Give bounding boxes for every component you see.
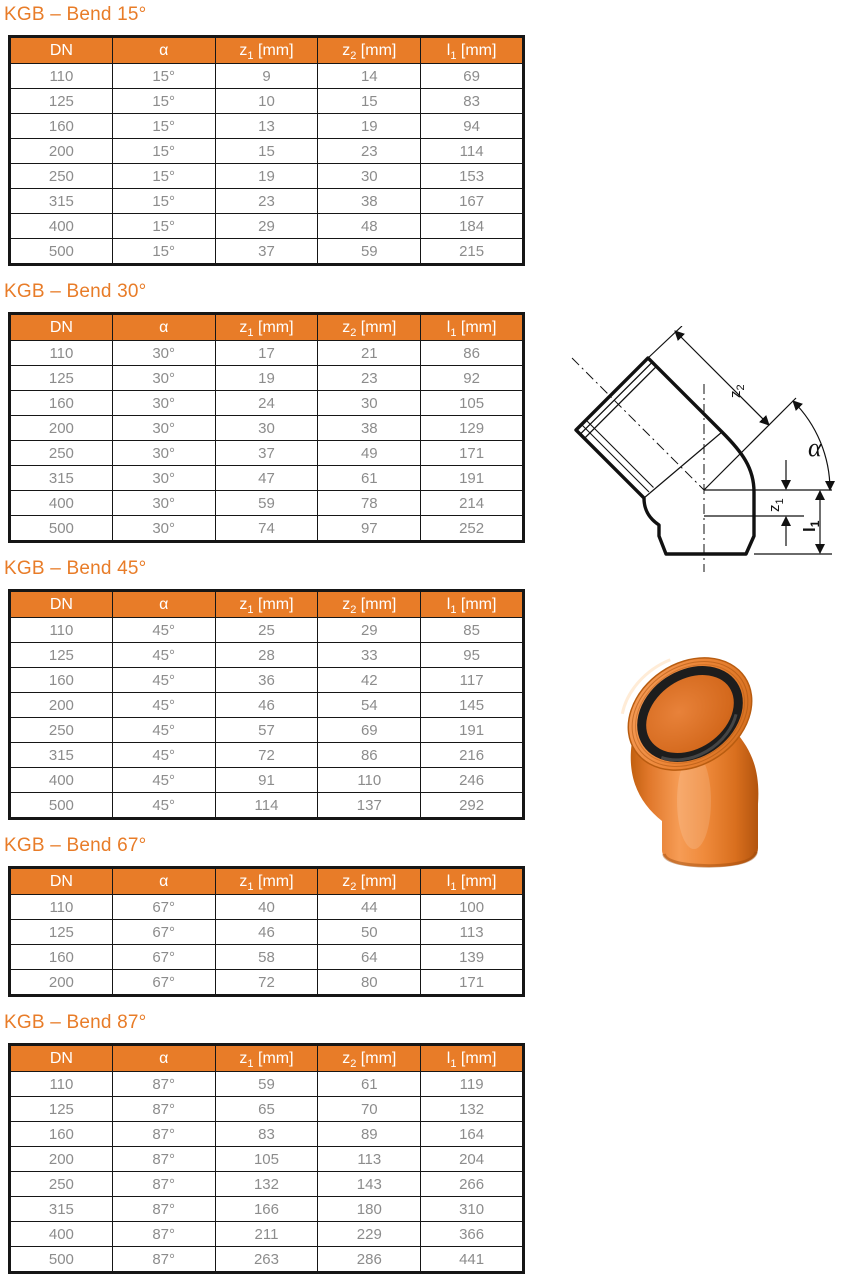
table-cell: 200 [10, 139, 113, 164]
table-row [10, 718, 524, 743]
table-cell: 117 [421, 668, 524, 693]
table-cell: 250 [10, 164, 113, 189]
spec-table [8, 35, 525, 266]
table-cell: 30° [112, 341, 215, 366]
table-row [10, 516, 524, 542]
table-cell: 129 [421, 416, 524, 441]
table-cell: 97 [318, 516, 421, 542]
table-cell: 30 [318, 164, 421, 189]
table-row [10, 189, 524, 214]
table-cell: 30° [112, 491, 215, 516]
table-cell: 87° [112, 1197, 215, 1222]
table-cell: 48 [318, 214, 421, 239]
table-row [10, 341, 524, 366]
table-row [10, 1247, 524, 1273]
table-cell: 139 [421, 945, 524, 970]
table-cell: 23 [318, 139, 421, 164]
col-header-z1: $z_1$ [mm] [215, 37, 318, 64]
table-cell: 315 [10, 466, 113, 491]
table-cell: 160 [10, 668, 113, 693]
table-cell: 113 [318, 1147, 421, 1172]
table-cell: 58 [215, 945, 318, 970]
table-cell: 191 [421, 718, 524, 743]
section-title: KGB – Bend 45° [4, 558, 147, 579]
section-title: KGB – Bend 15° [4, 4, 147, 25]
col-header-dn: DN [10, 591, 113, 618]
table-cell: 143 [318, 1172, 421, 1197]
table-cell: 95 [421, 643, 524, 668]
col-header-z2: $z_2$ [mm] [318, 1045, 421, 1072]
table-cell: 78 [318, 491, 421, 516]
table-cell: 29 [318, 618, 421, 643]
table-cell: 30° [112, 416, 215, 441]
table-cell: 114 [421, 139, 524, 164]
table-cell: 114 [215, 793, 318, 819]
col-header-z2: $z_2$ [mm] [318, 868, 421, 895]
table-cell: 54 [318, 693, 421, 718]
col-header-z2: $z_2$ [mm] [318, 314, 421, 341]
table-cell: 30° [112, 516, 215, 542]
section-title: KGB – Bend 30° [4, 281, 147, 302]
table-cell: 200 [10, 1147, 113, 1172]
l1-label: $l_1$ [800, 520, 822, 532]
col-header-dn: DN [10, 314, 113, 341]
col-header-dn: DN [10, 1045, 113, 1072]
table-cell: 246 [421, 768, 524, 793]
bend-fitting-photo [608, 636, 808, 884]
table-cell: 160 [10, 114, 113, 139]
table-cell: 315 [10, 1197, 113, 1222]
table-row [10, 793, 524, 819]
table-row [10, 1172, 524, 1197]
alpha-label: α [808, 433, 822, 462]
table-cell: 45° [112, 768, 215, 793]
table-row [10, 1122, 524, 1147]
table-cell: 215 [421, 239, 524, 265]
table-cell: 110 [318, 768, 421, 793]
table-cell: 42 [318, 668, 421, 693]
table-row [10, 970, 524, 996]
table-cell: 110 [10, 895, 113, 920]
table-cell: 61 [318, 466, 421, 491]
spec-table [8, 589, 525, 820]
table-cell: 400 [10, 491, 113, 516]
table-cell: 15 [318, 89, 421, 114]
table-cell: 46 [215, 693, 318, 718]
table-row [10, 643, 524, 668]
bend-dimension-drawing [570, 326, 838, 576]
table-cell: 500 [10, 1247, 113, 1273]
col-header-l1: $l_1$ [mm] [421, 868, 524, 895]
table-cell: 69 [318, 718, 421, 743]
table-cell: 400 [10, 1222, 113, 1247]
header-row [10, 868, 524, 895]
spec-table [8, 312, 525, 543]
table-cell: 28 [215, 643, 318, 668]
table-cell: 57 [215, 718, 318, 743]
table-cell: 153 [421, 164, 524, 189]
table-cell: 94 [421, 114, 524, 139]
table-cell: 30° [112, 466, 215, 491]
table-cell: 211 [215, 1222, 318, 1247]
table-cell: 125 [10, 366, 113, 391]
header-row [10, 591, 524, 618]
table-cell: 69 [421, 64, 524, 89]
table-cell: 15° [112, 214, 215, 239]
table-cell: 125 [10, 643, 113, 668]
bend-section-87 [0, 1012, 856, 1274]
table-cell: 15° [112, 239, 215, 265]
table-cell: 400 [10, 768, 113, 793]
table-cell: 72 [215, 743, 318, 768]
table-row [10, 239, 524, 265]
table-row [10, 668, 524, 693]
table-cell: 30° [112, 441, 215, 466]
table-cell: 366 [421, 1222, 524, 1247]
table-cell: 29 [215, 214, 318, 239]
table-cell: 10 [215, 89, 318, 114]
table-row [10, 114, 524, 139]
table-cell: 45° [112, 743, 215, 768]
table-cell: 45° [112, 793, 215, 819]
table-cell: 100 [421, 895, 524, 920]
table-cell: 67° [112, 920, 215, 945]
table-cell: 110 [10, 64, 113, 89]
table-cell: 171 [421, 441, 524, 466]
table-cell: 25 [215, 618, 318, 643]
table-cell: 200 [10, 970, 113, 996]
table-cell: 214 [421, 491, 524, 516]
table-cell: 30 [318, 391, 421, 416]
col-header-alpha: α [112, 37, 215, 64]
table-cell: 204 [421, 1147, 524, 1172]
table-row [10, 416, 524, 441]
table-cell: 105 [215, 1147, 318, 1172]
table-cell: 15° [112, 189, 215, 214]
table-cell: 125 [10, 920, 113, 945]
table-cell: 30° [112, 366, 215, 391]
spec-table [8, 866, 525, 997]
col-header-z1: $z_1$ [mm] [215, 1045, 318, 1072]
table-cell: 87° [112, 1147, 215, 1172]
table-cell: 92 [421, 366, 524, 391]
col-header-l1: $l_1$ [mm] [421, 314, 524, 341]
table-cell: 45° [112, 643, 215, 668]
table-row [10, 491, 524, 516]
header-row [10, 314, 524, 341]
table-cell: 229 [318, 1222, 421, 1247]
table-cell: 252 [421, 516, 524, 542]
table-cell: 125 [10, 1097, 113, 1122]
table-cell: 80 [318, 970, 421, 996]
table-row [10, 693, 524, 718]
spec-table [8, 1043, 525, 1274]
table-cell: 74 [215, 516, 318, 542]
table-cell: 64 [318, 945, 421, 970]
table-cell: 59 [215, 491, 318, 516]
table-cell: 40 [215, 895, 318, 920]
table-cell: 19 [215, 164, 318, 189]
table-cell: 184 [421, 214, 524, 239]
header-row [10, 1045, 524, 1072]
col-header-l1: $l_1$ [mm] [421, 1045, 524, 1072]
table-cell: 105 [421, 391, 524, 416]
table-cell: 65 [215, 1097, 318, 1122]
table-cell: 38 [318, 189, 421, 214]
table-cell: 67° [112, 970, 215, 996]
table-cell: 87° [112, 1122, 215, 1147]
table-cell: 45° [112, 618, 215, 643]
table-cell: 23 [215, 189, 318, 214]
table-row [10, 1197, 524, 1222]
table-cell: 14 [318, 64, 421, 89]
table-cell: 15° [112, 139, 215, 164]
col-header-l1: $l_1$ [mm] [421, 37, 524, 64]
table-row [10, 1222, 524, 1247]
table-cell: 132 [421, 1097, 524, 1122]
col-header-alpha: α [112, 1045, 215, 1072]
col-header-z2: $z_2$ [mm] [318, 591, 421, 618]
table-cell: 45° [112, 693, 215, 718]
col-header-alpha: α [112, 868, 215, 895]
table-cell: 166 [215, 1197, 318, 1222]
table-cell: 70 [318, 1097, 421, 1122]
table-cell: 171 [421, 970, 524, 996]
table-cell: 61 [318, 1072, 421, 1097]
table-cell: 17 [215, 341, 318, 366]
table-cell: 87° [112, 1097, 215, 1122]
table-row [10, 441, 524, 466]
table-cell: 19 [215, 366, 318, 391]
table-cell: 263 [215, 1247, 318, 1273]
table-row [10, 945, 524, 970]
table-cell: 44 [318, 895, 421, 920]
table-cell: 145 [421, 693, 524, 718]
table-row [10, 618, 524, 643]
table-cell: 37 [215, 441, 318, 466]
table-cell: 266 [421, 1172, 524, 1197]
table-cell: 250 [10, 718, 113, 743]
table-row [10, 1072, 524, 1097]
table-row [10, 164, 524, 189]
table-cell: 137 [318, 793, 421, 819]
table-cell: 33 [318, 643, 421, 668]
table-cell: 87° [112, 1222, 215, 1247]
table-cell: 113 [421, 920, 524, 945]
table-cell: 286 [318, 1247, 421, 1273]
table-row [10, 366, 524, 391]
table-cell: 500 [10, 239, 113, 265]
table-row [10, 139, 524, 164]
table-cell: 15° [112, 64, 215, 89]
table-cell: 15° [112, 114, 215, 139]
table-cell: 250 [10, 1172, 113, 1197]
table-cell: 441 [421, 1247, 524, 1273]
z2-label: $z_2$ [727, 384, 747, 398]
table-cell: 315 [10, 743, 113, 768]
table-cell: 19 [318, 114, 421, 139]
table-row [10, 214, 524, 239]
table-cell: 119 [421, 1072, 524, 1097]
table-cell: 50 [318, 920, 421, 945]
table-row [10, 920, 524, 945]
table-cell: 38 [318, 416, 421, 441]
table-cell: 13 [215, 114, 318, 139]
table-row [10, 1097, 524, 1122]
table-cell: 67° [112, 945, 215, 970]
table-cell: 36 [215, 668, 318, 693]
table-row [10, 89, 524, 114]
table-cell: 164 [421, 1122, 524, 1147]
table-cell: 15 [215, 139, 318, 164]
bend-section-15 [0, 4, 856, 266]
table-cell: 15° [112, 89, 215, 114]
table-row [10, 466, 524, 491]
col-header-z2: $z_2$ [mm] [318, 37, 421, 64]
table-cell: 37 [215, 239, 318, 265]
table-cell: 87° [112, 1247, 215, 1273]
table-cell: 15° [112, 164, 215, 189]
table-row [10, 1147, 524, 1172]
table-cell: 83 [215, 1122, 318, 1147]
col-header-dn: DN [10, 868, 113, 895]
table-cell: 72 [215, 970, 318, 996]
table-cell: 67° [112, 895, 215, 920]
table-cell: 180 [318, 1197, 421, 1222]
bend-outline-drawing [572, 358, 754, 572]
table-cell: 59 [215, 1072, 318, 1097]
table-cell: 200 [10, 693, 113, 718]
table-cell: 46 [215, 920, 318, 945]
table-row [10, 768, 524, 793]
table-cell: 83 [421, 89, 524, 114]
table-cell: 191 [421, 466, 524, 491]
table-cell: 110 [10, 341, 113, 366]
table-cell: 91 [215, 768, 318, 793]
table-cell: 125 [10, 89, 113, 114]
table-cell: 86 [318, 743, 421, 768]
table-cell: 30 [215, 416, 318, 441]
table-cell: 110 [10, 1072, 113, 1097]
table-cell: 45° [112, 668, 215, 693]
table-cell: 49 [318, 441, 421, 466]
table-cell: 400 [10, 214, 113, 239]
table-row [10, 743, 524, 768]
table-cell: 9 [215, 64, 318, 89]
table-cell: 160 [10, 945, 113, 970]
table-cell: 110 [10, 618, 113, 643]
table-cell: 132 [215, 1172, 318, 1197]
table-cell: 23 [318, 366, 421, 391]
table-cell: 315 [10, 189, 113, 214]
col-header-z1: $z_1$ [mm] [215, 591, 318, 618]
table-cell: 87° [112, 1172, 215, 1197]
table-cell: 47 [215, 466, 318, 491]
table-cell: 200 [10, 416, 113, 441]
table-cell: 85 [421, 618, 524, 643]
col-header-alpha: α [112, 591, 215, 618]
table-cell: 292 [421, 793, 524, 819]
table-cell: 89 [318, 1122, 421, 1147]
table-cell: 500 [10, 793, 113, 819]
table-cell: 216 [421, 743, 524, 768]
col-header-alpha: α [112, 314, 215, 341]
table-cell: 87° [112, 1072, 215, 1097]
z1-label: $z_1$ [766, 498, 786, 512]
table-cell: 250 [10, 441, 113, 466]
table-cell: 500 [10, 516, 113, 542]
col-header-dn: DN [10, 37, 113, 64]
col-header-z1: $z_1$ [mm] [215, 868, 318, 895]
table-row [10, 391, 524, 416]
col-header-z1: $z_1$ [mm] [215, 314, 318, 341]
table-row [10, 895, 524, 920]
table-cell: 160 [10, 1122, 113, 1147]
table-cell: 21 [318, 341, 421, 366]
table-cell: 30° [112, 391, 215, 416]
section-title: KGB – Bend 87° [4, 1012, 147, 1033]
table-cell: 86 [421, 341, 524, 366]
table-cell: 310 [421, 1197, 524, 1222]
table-cell: 24 [215, 391, 318, 416]
table-cell: 167 [421, 189, 524, 214]
table-cell: 59 [318, 239, 421, 265]
section-title: KGB – Bend 67° [4, 835, 147, 856]
table-cell: 160 [10, 391, 113, 416]
table-cell: 45° [112, 718, 215, 743]
table-row [10, 64, 524, 89]
col-header-l1: $l_1$ [mm] [421, 591, 524, 618]
header-row [10, 37, 524, 64]
